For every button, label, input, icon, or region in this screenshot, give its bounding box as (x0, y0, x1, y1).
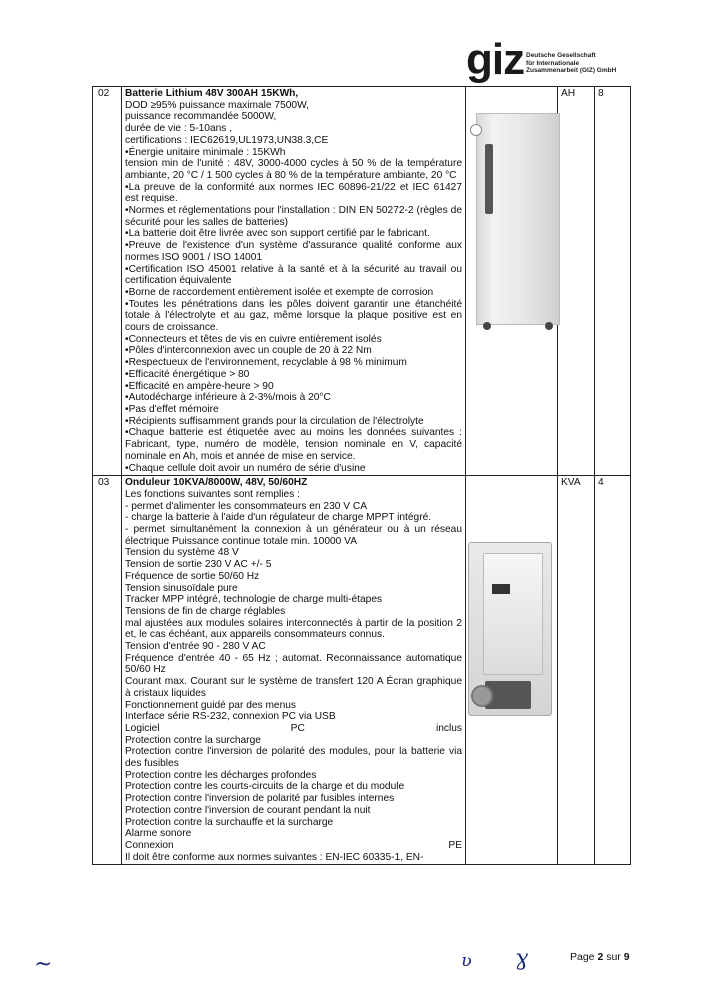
page-sur: sur (606, 951, 621, 963)
wheel-icon (545, 322, 553, 330)
item-line: •Récipients suffisamment grands pour la circulation de l'électrolyte (125, 415, 424, 427)
item-line: Fonctionnement guidé par des menus (125, 699, 297, 711)
page-current: 2 (597, 951, 604, 963)
item-line: Protection contre la surcharge (125, 734, 261, 746)
item-line: •Normes et réglementations pour l'installation : DIN EN 50272-2 (règles de sécurité pour les salles de batteries) (125, 205, 462, 228)
item-line: - permet d'alimenter les consommateurs en 230 V CA (125, 500, 368, 512)
item-number: 02 (93, 87, 122, 476)
lcd-screen (492, 584, 510, 594)
logiciel-inclus: inclus (435, 722, 462, 734)
handwritten-initial: ʋ (461, 950, 472, 971)
item-quantity: 8 (595, 87, 631, 476)
item-line: Fréquence d'entrée 40 - 65 Hz ; automat. Reconnaissance automatique 50/60 Hz (125, 652, 462, 676)
item-title: Onduleur 10KVA/8000W, 48V, 50/60HZ (125, 477, 308, 489)
item-line: •La preuve de la conformité aux normes IEC 60896-21/22 et IEC 61427 est requise. (125, 181, 462, 205)
item-title: Batterie Lithium 48V 300AH 15KWh, (125, 88, 299, 99)
battery-image (476, 113, 560, 325)
item-quantity: 4 (595, 476, 631, 865)
logiciel-label: Logiciel (125, 722, 160, 734)
item-unit: KVA (558, 476, 595, 865)
item-line: •Toutes les pénétrations dans les pôles doivent garantir une étanchéité totale à l'électrolyte et au gaz, même lorsque la plaque positive est en cours de croissance. (125, 298, 462, 334)
item-line: Les fonctions suivantes sont remplies : (125, 488, 300, 500)
item-line: - permet simultanément la connexion à un générateur ou à un réseau électrique Puissance continue totale min. 10000 VA (125, 524, 462, 547)
item-line: Protection contre la surchauffe et la surcharge (125, 816, 334, 828)
connexion-line (125, 840, 462, 852)
item-lines (125, 100, 462, 475)
item-line: Alarme sonore (125, 828, 192, 840)
specification-table (92, 86, 631, 865)
item-line: •Chaque cellule doit avoir un numéro de série d'usine (125, 462, 366, 474)
handwritten-initial: ɣ (515, 946, 529, 971)
item-line: durée de vie : 5-10ans , (125, 123, 233, 135)
item-line: DOD ≥95% puissance maximale 7500W, (125, 99, 309, 111)
item-line: Tension sinusoïdale pure (125, 582, 238, 594)
item-line: Interface série RS-232, connexion PC via USB (125, 711, 336, 723)
item-line: certifications : IEC62619,UL1973,UN38.3,CE (125, 134, 329, 146)
inverter-front (483, 553, 543, 675)
item-line: •Pôles d'interconnexion avec un couple de 20 à 22 Nm (125, 345, 372, 357)
item-unit: AH (558, 87, 595, 476)
connexion-value: PE (448, 840, 462, 851)
item-line: •Preuve de l'existence d'un système d'assurance qualité conforme aux normes ISO 9001 / ISO 14001 (125, 240, 462, 263)
item-description (122, 476, 466, 865)
page-label: Page (570, 951, 595, 963)
logiciel-pc: PC (290, 722, 305, 734)
item-description (122, 87, 466, 476)
org-line: für Internationale (526, 59, 580, 67)
org-line: Deutsche Gesellschaft (526, 52, 596, 59)
item-line: Il doit être conforme aux normes suivantes : EN-IEC 60335-1, EN- (125, 851, 424, 863)
handwritten-initial: ~ (34, 952, 53, 977)
item-line: Protection contre les courts-circuits de la charge et du module (125, 781, 405, 793)
item-line: Tension du système 48 V (125, 547, 239, 559)
item-line: •Borne de raccordement entièrement isolée et exempte de corrosion (125, 286, 434, 298)
product-image-cell (466, 87, 558, 476)
org-name (526, 52, 616, 75)
item-line: •Respectueux de l'environnement, recyclable à 98 % minimum (125, 357, 407, 369)
display-panel (485, 144, 493, 214)
item-line: Courant max. Courant sur le système de transfert 120 A Écran graphique à cristaux liquides (125, 676, 462, 699)
item-line: Fréquence de sortie 50/60 Hz (125, 570, 260, 582)
table-row (93, 476, 631, 865)
item-line: Tensions de fin de charge réglables (125, 605, 286, 617)
item-line: •Énergie unitaire minimale : 15KWh (125, 146, 286, 158)
logiciel-line (125, 723, 462, 735)
wheel-icon (483, 322, 491, 330)
item-line: •Chaque batterie est étiquetée avec au moins les données suivantes : Fabricant, type, numéro de modèle, tension nominale en V, capacité nominale en Ah, mois et année de mise en service. (125, 427, 462, 462)
giz-logo (466, 35, 666, 84)
table-row (93, 87, 631, 476)
item-line: •Autodécharge inférieure à 2-3%/mois à 20°C (125, 392, 331, 404)
item-line: mal ajustées aux modules solaires interconnectés à partir de la position 2 et, le cas échéant, aux appareils consommateurs connus. (125, 617, 462, 641)
item-number: 03 (93, 476, 122, 865)
item-line: - charge la batterie à l'aide d'un régulateur de charge MPPT intégré. (125, 512, 432, 524)
item-lines (125, 735, 462, 840)
inverter-image (468, 542, 552, 716)
item-line: Tension d'entrée 90 - 280 V AC (125, 641, 266, 653)
page-number (570, 951, 630, 963)
item-line: •La batterie doit être livrée avec son support certifié par le fabricant. (125, 228, 430, 240)
item-line: •Efficacité énergétique > 80 (125, 368, 250, 380)
item-lines (125, 489, 462, 723)
item-line: •Pas d'effet mémoire (125, 403, 219, 415)
logo-badge-icon (470, 124, 482, 136)
product-image-cell (466, 476, 558, 865)
page-total: 9 (623, 951, 630, 963)
org-line: Zusammenarbeit (GIZ) GmbH (526, 67, 617, 74)
item-line: Protection contre les décharges profondes (125, 769, 317, 781)
item-line: Tracker MPP intégré, technologie de charge multi-étapes (125, 594, 383, 606)
item-line: puissance recommandée 5000W, (125, 111, 277, 123)
item-line: •Efficacité en ampère-heure > 90 (125, 380, 274, 392)
item-line: Tension de sortie 230 V AC +/- 5 (125, 559, 272, 571)
item-line: •Certification ISO 45001 relative à la santé et à la sécurité au travail ou certification équivalente (125, 263, 462, 287)
item-line: •Connecteurs et têtes de vis en cuivre entièrement isolés (125, 333, 382, 345)
logo-mark: giz (466, 35, 525, 84)
item-line: Protection contre l'inversion de polarité par fusibles internes (125, 793, 395, 805)
connexion-label: Connexion (125, 840, 174, 851)
item-line: tension min de l'unité : 48V, 3000-4000 cycles à 50 % de la température ambiante, 20 °C / 1 500 cycles à 80 % de la température ambiante, 20 °C (125, 158, 462, 181)
item-line: Protection contre l'inversion de courant pendant la nuit (125, 804, 371, 816)
item-line: Protection contre l'inversion de polarité des modules, pour la batterie via des fusibles (125, 746, 462, 770)
